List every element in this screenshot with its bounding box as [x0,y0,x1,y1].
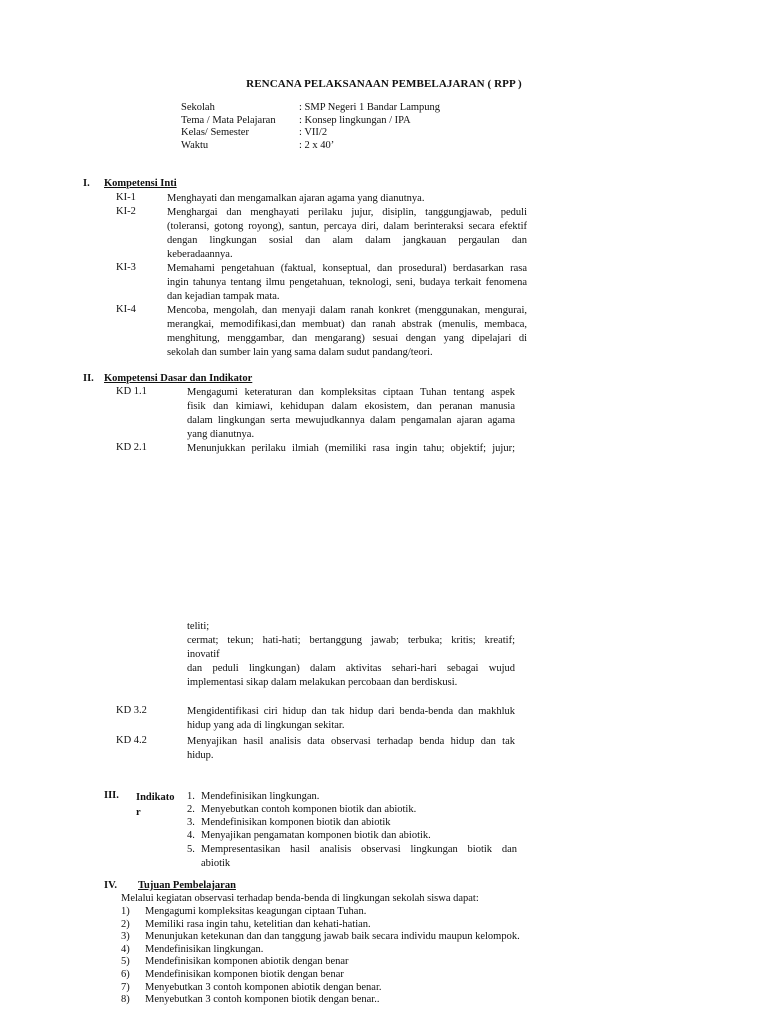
kd-text [187,705,515,733]
item-text: Mendefinisikan komponen biotik dengan benar [145,968,344,980]
item-text: Memiliki rasa ingin tahu, ketelitian dan kehati-hatian. [145,918,371,930]
ki-line: Menghargai dan menghayati perilaku jujur, disiplin, tanggungjawab, peduli [167,207,527,218]
info-block [181,102,440,152]
kd-line: hidup yang ada di lingkungan sekitar. [187,720,345,731]
list-item [121,919,541,932]
item-number: 1) [121,906,130,917]
ki-text [167,262,527,304]
kd-label: KD 4.2 [116,735,147,746]
item-text: Mengagumi kompleksitas keagungan ciptaan Tuhan. [145,906,367,917]
item-number: 5. [187,844,195,855]
kd-line: yang dianutnya. [187,429,255,440]
item-number: 2) [121,918,130,930]
section-1-heading: Kompetensi Inti [104,178,177,189]
list-item [121,994,541,1007]
info-row-theme [181,115,440,128]
kd-label: KD 1.1 [116,386,147,397]
kd-line: Menyajikan hasil analisis data observasi terhadap benda hidup dan tak [187,736,515,747]
ki-text [167,304,527,360]
objective-list [121,906,541,1007]
kd-text [187,442,515,456]
item-number: 3. [187,817,195,828]
section-4-number: IV. [104,880,117,891]
list-item [187,843,517,870]
section-3-heading-line: Indikato [136,792,175,803]
section-3-heading [136,790,175,820]
item-number: 3) [121,931,130,943]
section-4-heading: Tujuan Pembelajaran [138,880,236,891]
info-value: : 2 x 40’ [299,139,335,151]
info-key: Sekolah [181,102,215,113]
info-key: Kelas/ Semester [181,127,249,138]
list-item [121,956,541,969]
info-row-time [181,140,440,153]
document-title: RENCANA PELAKSANAAN PEMBELAJARAN ( RPP ) [246,78,522,90]
ki-text [167,206,527,262]
kd-label: KD 2.1 [116,442,147,453]
list-item [187,790,517,803]
info-key: Tema / Mata Pelajaran [181,114,276,126]
item-text: Menunjukan ketekunan dan dan tanggung jawab baik secara individu maupun kelompok. [145,931,520,943]
item-number: 8) [121,994,130,1006]
ki-label: KI-2 [116,206,136,217]
ki-line: menghitung, menggambar, dan mengarang) sesuai dengan yang dipelajari di [167,333,527,344]
ki-line: Menghayati dan mengamalkan ajaran agama yang dianutnya. [167,193,425,204]
item-number: 4. [187,830,195,841]
ki-text [167,192,527,206]
kd-text [187,386,515,442]
section-2-number: II. [83,373,94,384]
info-value: : VII/2 [299,127,328,138]
info-value: : Konsep lingkungan / IPA [299,114,411,126]
section-2-heading: Kompetensi Dasar dan Indikator [104,373,253,384]
item-text: Mendefinisikan komponen abiotik dengan benar [145,956,349,968]
kd-line: Mengagumi keteraturan dan kompleksitas ciptaan Tuhan tentang aspek [187,387,515,398]
item-text: Menyebutkan 3 contoh komponen abiotik dengan benar. [145,981,382,993]
kd-label: KD 3.2 [116,705,147,716]
ki-line: merangkai, memodifikasi,dan membuat) dan ranah abstrak (menulis, membaca, [167,319,527,330]
ki-line: (toleransi, gotong royong), santun, percaya diri, dalam berinteraksi secara efektif [167,221,527,232]
ki-label: KI-3 [116,262,136,273]
item-number: 4) [121,943,130,955]
list-item [187,816,517,829]
section-3-heading-line: r [136,807,141,818]
ki-line: sekolah dan sumber lain yang sama dalam sudut pandang/teori. [167,347,433,358]
ki-line: Mencoba, mengolah, dan menyaji dalam ranah konkret (menggunakan, mengurai, [167,305,527,316]
info-key: Waktu [181,139,209,151]
item-number: 7) [121,981,130,993]
ki-line: Memahami pengetahuan (faktual, konseptual, dan prosedural) berdasarkan rasa [167,263,527,274]
ki-line: dan kejadian tampak mata. [167,291,280,302]
kd-line: Mengidentifikasi ciri hidup dan tak hidup dari benda-benda dan makhluk [187,706,515,717]
objective-intro: Melalui kegiatan observasi terhadap benda-benda di lingkungan sekolah siswa dapat: [121,893,479,904]
list-item [121,969,541,982]
info-row-class [181,127,440,140]
ki-line: ingin tahunya tentang ilmu pengetahuan, teknologi, seni, budaya terkait fenomena [167,277,527,288]
kd-line: teliti; [187,621,210,632]
item-number: 6) [121,968,130,980]
ki-line: dengan lingkungan sosial dan alam dalam jangkauan pergaulan dan [167,235,527,246]
kd-2-1-continuation [187,620,515,690]
item-text: Mendefinisikan lingkungan. [201,791,320,802]
section-1-number: I. [83,178,90,189]
kd-line: dan peduli lingkungan) dalam aktivitas sehari-hari sebagai wujud [187,663,515,674]
kd-line: implementasi sikap dalam melakukan percobaan dan berdiskusi. [187,677,458,688]
item-text: Mendefinisikan lingkungan. [145,943,264,955]
list-item [121,944,541,957]
item-number: 1. [187,791,195,802]
item-number: 2. [187,804,195,815]
item-number: 5) [121,956,130,968]
list-item [187,803,517,816]
kd-line: Menunjukkan perilaku ilmiah (memiliki rasa ingin tahu; objektif; jujur; [187,443,515,454]
kd-text [187,735,515,763]
ki-label: KI-1 [116,192,136,203]
ki-label: KI-4 [116,304,136,315]
kd-line: dalam lingkungan serta mewujudkannya dalam pengamalan ajaran agama [187,415,515,426]
item-text: Menyebutkan contoh komponen biotik dan abiotik. [201,804,417,815]
indicator-list [187,790,517,870]
list-item [121,906,541,919]
item-text: Mendefinisikan komponen biotik dan abiotik [201,817,391,828]
item-text: abiotik [201,858,231,869]
item-text: Menyebutkan 3 contoh komponen biotik dengan benar.. [145,994,380,1006]
section-3-number: III. [104,790,119,801]
kd-line: inovatif [187,649,220,660]
kd-line: cermat; tekun; hati-hati; bertanggung jawab; terbuka; kritis; kreatif; [187,635,515,646]
kd-line: fisik dan kimiawi, kehidupan dalam ekosistem, dan peranan manusia [187,401,515,412]
list-item [121,982,541,995]
ki-line: keberadaannya. [167,249,233,260]
info-row-school [181,102,440,115]
list-item [121,931,541,944]
item-text: Mempresentasikan hasil analisis observasi lingkungan biotik dan [201,844,517,855]
item-text: Menyajikan pengamatan komponen biotik dan abiotik. [201,830,431,841]
kd-line: hidup. [187,750,214,761]
info-value: : SMP Negeri 1 Bandar Lampung [299,102,441,113]
list-item [187,829,517,842]
